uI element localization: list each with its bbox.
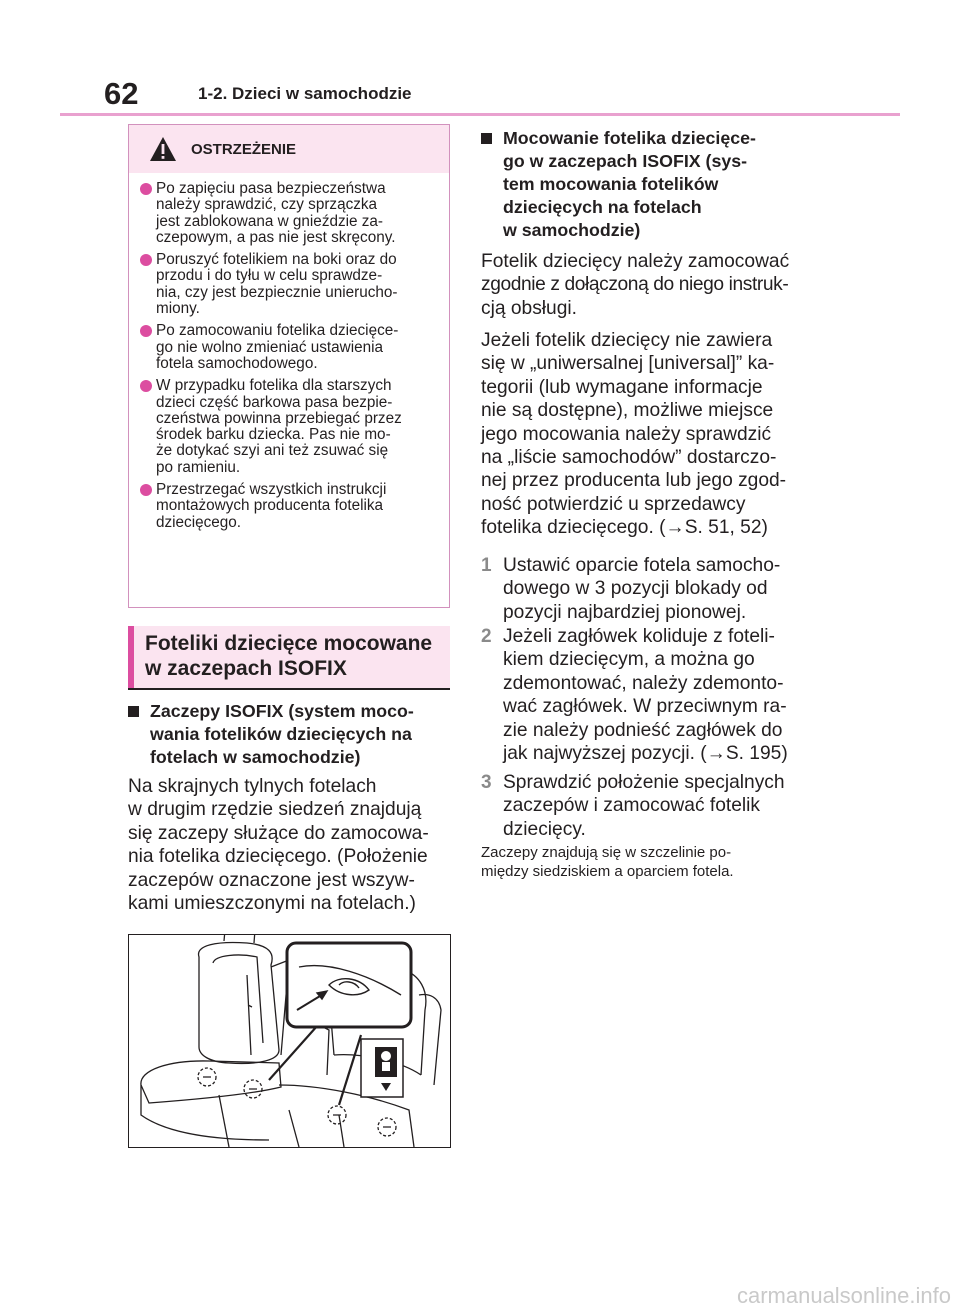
step-line: kiem dziecięcym, a można go: [503, 649, 755, 671]
step-line: pozycji najbardziej pionowej.: [503, 601, 747, 623]
isofix-section-heading: [128, 626, 450, 688]
warning-line: jest zablokowana w gnieździe za-: [156, 212, 384, 230]
step-line: dowego w 3 pozycji blokady od: [503, 578, 768, 600]
step-number: 1: [481, 555, 492, 576]
right-subheading: [481, 127, 811, 242]
warning-line: fotela samochodowego.: [156, 354, 318, 372]
subheading-line: go w zaczepach ISOFIX (sys-: [503, 151, 748, 171]
warning-title: OSTRZEŻENIE: [191, 140, 297, 158]
body-line: na „liście samochodów” dostarczo-: [481, 447, 777, 469]
warning-triangle-icon: [149, 136, 177, 162]
step-line: Ustawić oparcie fotela samocho-: [503, 555, 781, 576]
step-1: [481, 554, 811, 624]
body-line: w drugim rzędzie siedzeń znajdują: [128, 799, 422, 821]
square-bullet-icon: [128, 706, 139, 717]
body-line: Jeżeli fotelik dziecięcy nie zawiera: [481, 330, 773, 351]
step-line: zaczepów i zamocować fotelik: [503, 795, 761, 817]
warning-box: [128, 124, 450, 608]
step-line: dziecięcy.: [503, 818, 586, 840]
step-number: 3: [481, 772, 492, 793]
warning-list: [129, 173, 449, 531]
step-line: zdemontować, należy zdemonto-: [503, 672, 784, 694]
body-line: nia fotelika dziecięcego. (Położenie: [128, 846, 428, 868]
subheading-line: Mocowanie fotelika dziecięce-: [503, 128, 756, 148]
note-line: Zaczepy znajdują się w szczelinie po-: [481, 844, 732, 861]
body-line: ność potwierdzić u sprzedawcy: [481, 493, 746, 515]
body-line: się zaczepy służące do zamocowa-: [128, 822, 429, 844]
page-number: 62: [104, 76, 139, 111]
warning-line: W przypadku fotelika dla starszych: [156, 377, 392, 395]
warning-line: Po zapięciu pasa bezpieczeństwa: [156, 180, 386, 197]
warning-line: dziecięcego.: [156, 513, 242, 531]
seat-drawing: [129, 935, 450, 1147]
body-line: nie są dostępne), możliwe miejsce: [481, 400, 774, 422]
warning-line: miony.: [156, 300, 200, 318]
bullet-icon: [140, 254, 152, 266]
left-body-text: [128, 775, 458, 915]
warning-line: po ramieniu.: [156, 458, 241, 476]
bullet-icon: [140, 484, 152, 496]
body-line: zaczepów oznaczone jest wszyw-: [128, 869, 415, 891]
note-line: między siedziskiem a oparciem fotela.: [481, 863, 734, 880]
body-line: cją obsługi.: [481, 297, 577, 319]
subheading-line: wania fotelików dziecięcych na: [150, 724, 412, 744]
right-body-text-2: [481, 329, 811, 540]
subheading-line: tem mocowania fotelików: [503, 174, 719, 194]
warning-line: środek barku dziecka. Pas nie mo-: [156, 426, 391, 444]
warning-item: [140, 252, 443, 317]
warning-line: przodu i do tyłu w celu sprawdze-: [156, 267, 383, 285]
warning-item: [140, 181, 443, 246]
body-line: zgodnie z dołączoną do niego instruk-: [481, 274, 789, 296]
body-line: jego mocowania należy sprawdzić: [481, 423, 772, 445]
left-subheading: [128, 700, 458, 769]
warning-line: dzieci część barkowa pasa bezpie-: [156, 393, 393, 411]
warning-line: Po zamocowaniu fotelika dziecięce-: [156, 322, 399, 340]
subheading-line: w samochodzie): [503, 220, 641, 240]
bullet-icon: [140, 380, 152, 392]
step-number: 2: [481, 626, 492, 647]
header-divider: [60, 113, 900, 116]
section-title: 1-2. Dzieci w samochodzie: [198, 84, 412, 103]
warning-line: nia, czy jest bezpiecznie unierucho-: [156, 283, 398, 301]
warning-item: [140, 482, 443, 531]
warning-line: należy sprawdzić, czy sprzączka: [156, 196, 378, 214]
body-line: Fotelik dziecięcy należy zamocować: [481, 251, 790, 272]
warning-item: [140, 323, 443, 372]
step-line: Sprawdzić położenie specjalnych: [503, 772, 785, 793]
heading-line: w zaczepach ISOFIX: [145, 656, 347, 680]
subheading-line: fotelach w samochodzie): [150, 747, 361, 767]
body-line: kami umieszczonymi na fotelach.): [128, 893, 416, 915]
warning-line: czeństwa powinna przebiegać przez: [156, 409, 402, 427]
body-line: Na skrajnych tylnych fotelach: [128, 776, 377, 797]
subheading-line: Zaczepy ISOFIX (system moco-: [150, 701, 414, 721]
step-line: wać zagłówek. W przeciwnym ra-: [503, 696, 787, 718]
watermark: carmanualsonline.info: [736, 1283, 951, 1308]
warning-line: go nie wolno zmieniać ustawienia: [156, 338, 384, 356]
heading-line: Foteliki dziecięce mocowane: [145, 632, 433, 655]
body-line: nej przez producenta lub jego zgod-: [481, 470, 787, 492]
warning-header: [129, 125, 449, 173]
square-bullet-icon: [481, 133, 492, 144]
heading-divider: [128, 688, 450, 690]
subheading-line: dziecięcych na fotelach: [503, 197, 702, 217]
warning-line: czepowym, a pas nie jest skręcony.: [156, 228, 396, 246]
body-line: się w „uniwersalnej [universal]” ka-: [481, 353, 775, 375]
step-line: Jeżeli zagłówek koliduje z foteli-: [503, 626, 775, 647]
step-3: [481, 771, 811, 841]
bullet-icon: [140, 325, 152, 337]
warning-item: [140, 378, 443, 476]
step-line: zie należy podnieść zagłówek do: [503, 719, 783, 741]
step-line: jak najwyższej pozycji. (→S. 195): [503, 743, 788, 765]
body-line: fotelika dziecięcego. (→S. 51, 52): [481, 517, 768, 539]
isofix-seat-illustration: [128, 934, 451, 1148]
step-2: [481, 625, 811, 765]
warning-line: Poruszyć fotelikiem na boki oraz do: [156, 251, 397, 269]
warning-line: montażowych producenta fotelika: [156, 497, 384, 515]
bullet-icon: [140, 183, 152, 195]
warning-line: że dotykać szyi ani też zsuwać się: [156, 442, 389, 460]
right-body-text-1: [481, 250, 811, 320]
note-text: [481, 843, 811, 881]
body-line: tegorii (lub wymagane informacje: [481, 376, 763, 398]
warning-line: Przestrzegać wszystkich instrukcji: [156, 481, 387, 499]
